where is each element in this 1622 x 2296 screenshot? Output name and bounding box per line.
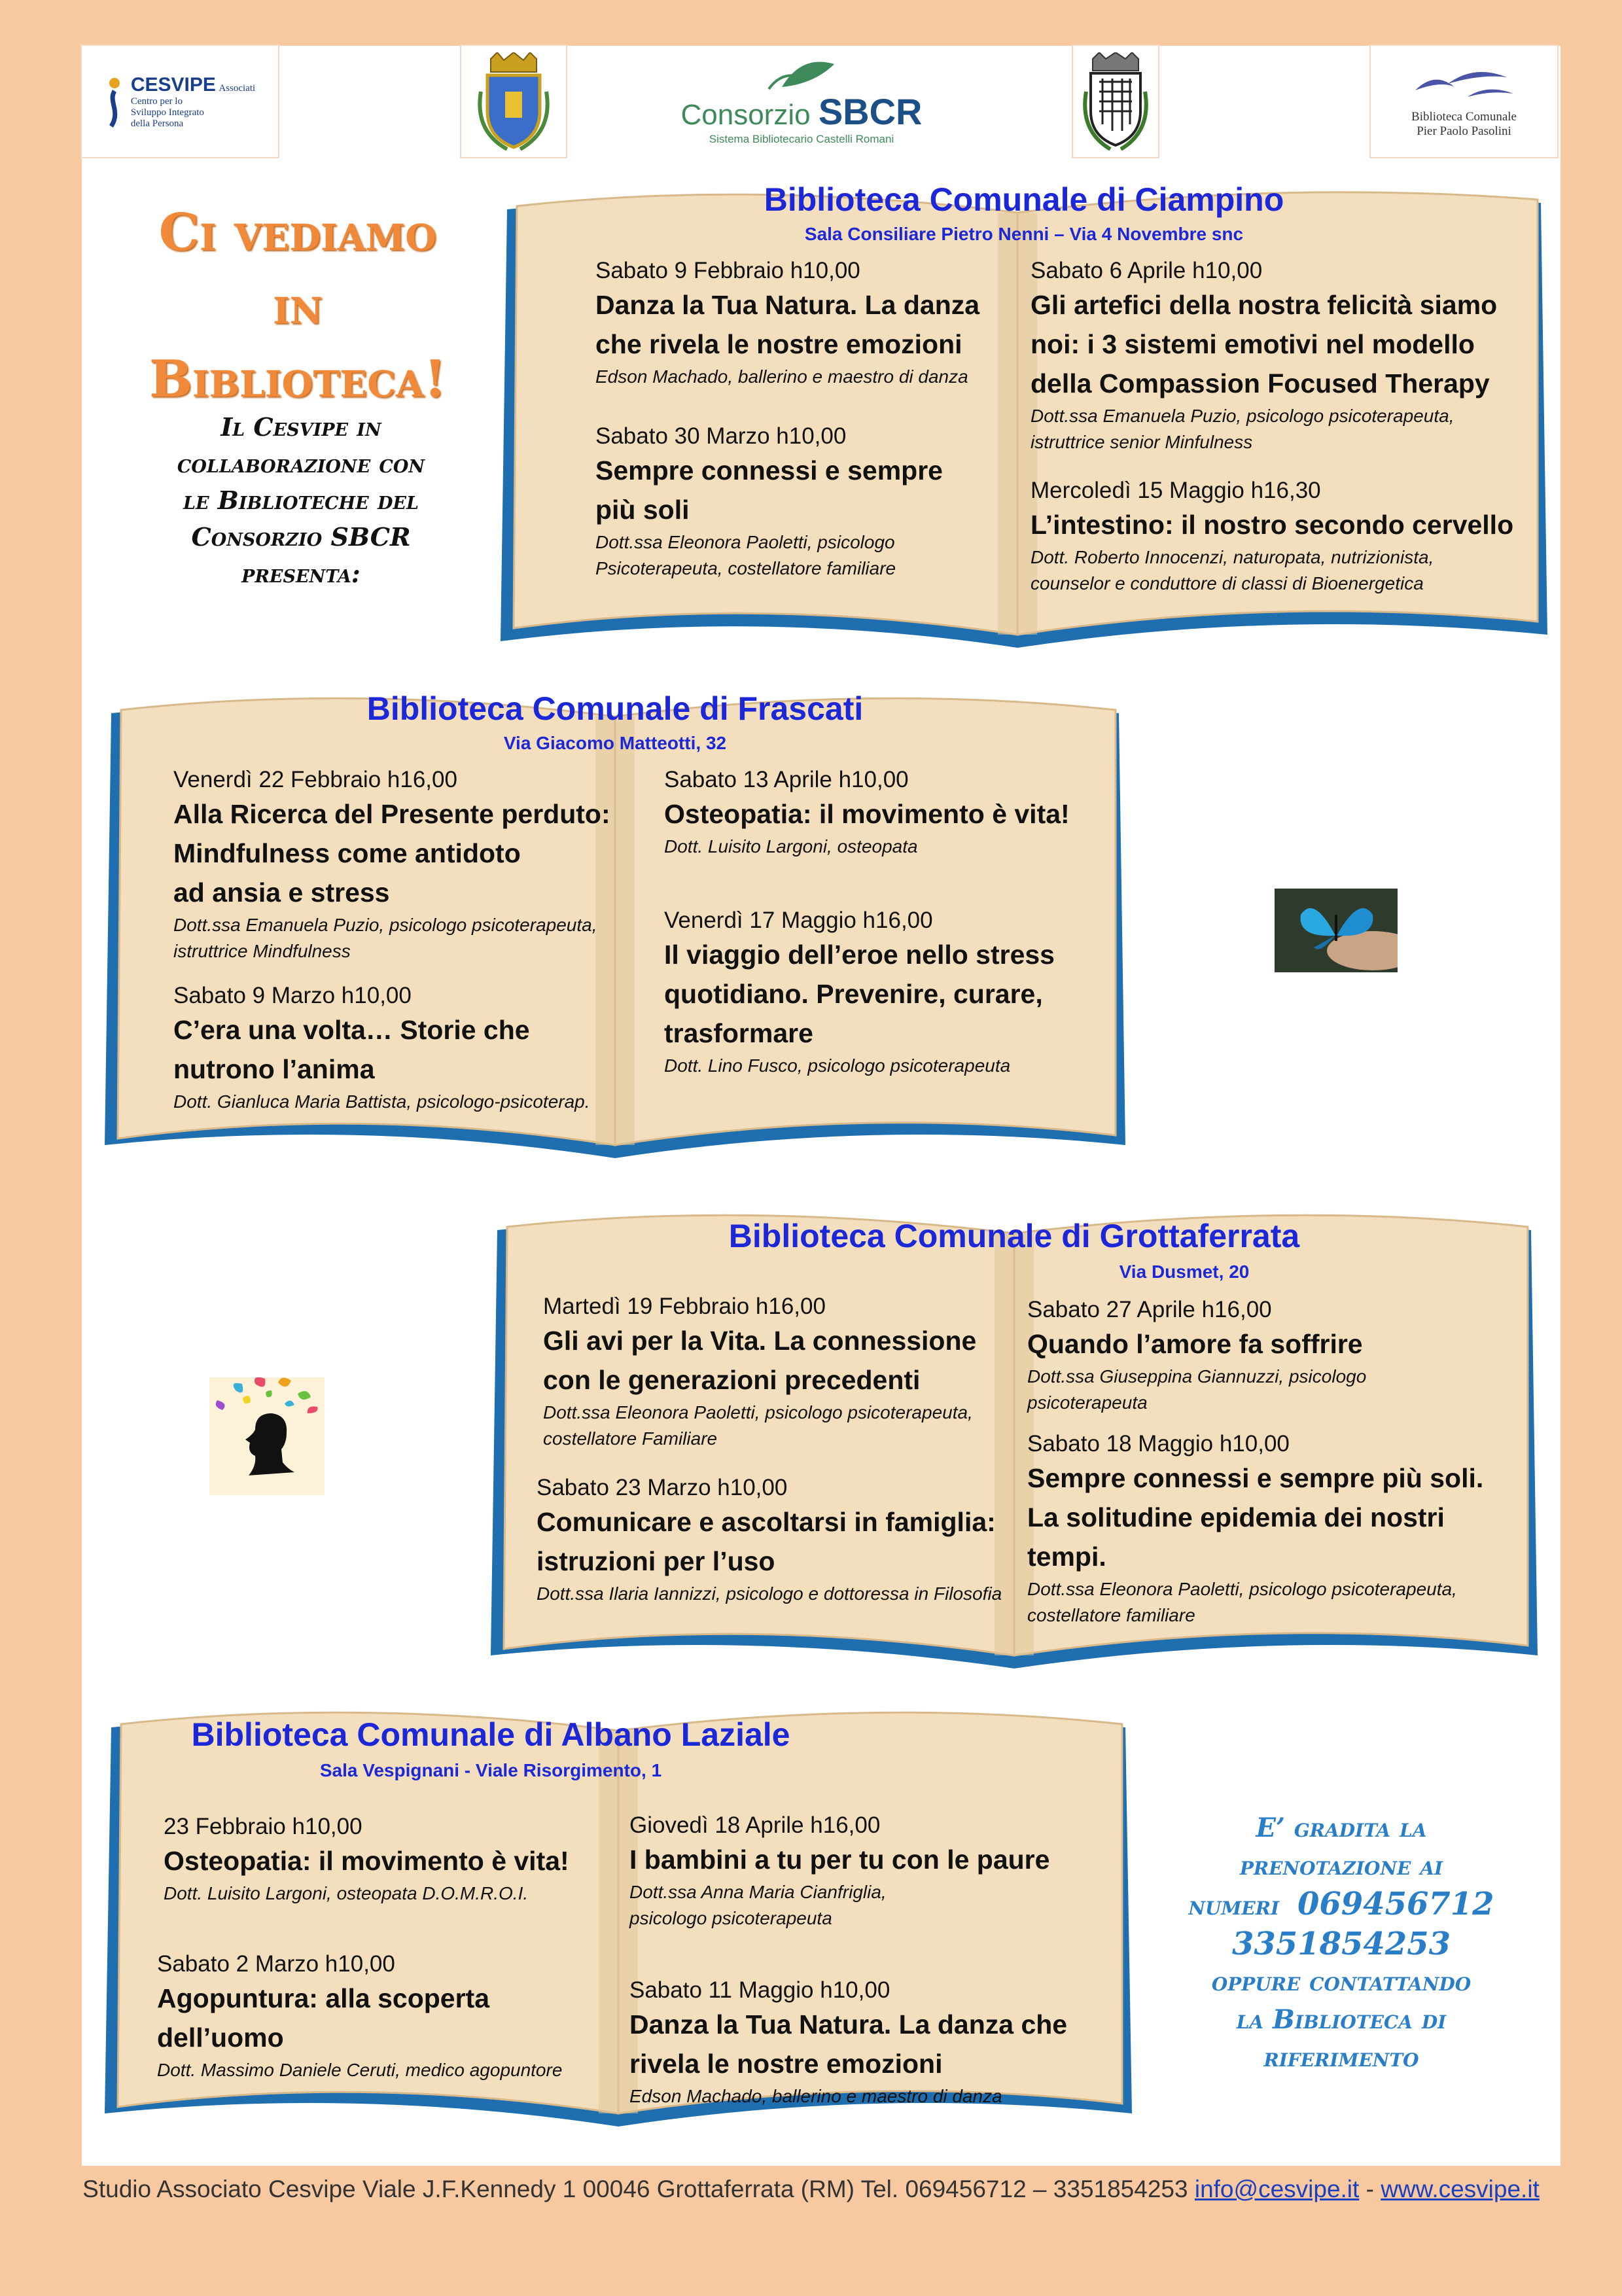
event-date: Venerdì 22 Febbraio h16,00 bbox=[173, 767, 457, 792]
grottaferrata-crest-logo bbox=[1073, 46, 1158, 157]
event-title-line: ad ansia e stress bbox=[173, 877, 390, 908]
butterfly-image bbox=[1275, 889, 1398, 972]
event-title-line: Mindfulness come antidoto bbox=[173, 838, 521, 868]
event-date: Martedì 19 Febbraio h16,00 bbox=[543, 1294, 826, 1319]
event-speaker: Dott.ssa Giuseppina Giannuzzi, psicologo bbox=[1027, 1366, 1367, 1386]
event-title-line: quotidiano. Prevenire, curare, bbox=[664, 979, 1043, 1009]
event-title-line: tempi. bbox=[1027, 1542, 1106, 1572]
event-card bbox=[664, 906, 1122, 1079]
event-title-line: Comunicare e ascoltarsi in famiglia: bbox=[537, 1507, 996, 1537]
event-speaker: costellatore familiare bbox=[1027, 1605, 1195, 1625]
intro-line5: presenta: bbox=[241, 559, 361, 588]
library-address: Via Giacomo Matteotti, 32 bbox=[503, 733, 727, 753]
library-address: Sala Vespignani - Viale Risorgimento, 1 bbox=[319, 1760, 662, 1780]
event-title-line: La solitudine epidemia dei nostri bbox=[1027, 1502, 1445, 1532]
sbcr-brand: SBCR bbox=[818, 90, 923, 132]
event-speaker: Dott.ssa Emanuela Puzio, psicologo psicoterapeuta, bbox=[1031, 406, 1455, 426]
ciampino-crest-logo bbox=[461, 46, 566, 157]
library-title: Biblioteca Comunale di Frascati bbox=[366, 690, 864, 727]
library-book-frascati bbox=[98, 687, 1132, 1165]
cesvipe-tag: Associati bbox=[219, 82, 256, 94]
event-speaker: Dott.ssa Eleonora Paoletti, psicologo psicoterapeuta, bbox=[1027, 1579, 1457, 1599]
event-speaker: Dott. Lino Fusco, psicologo psicoterapeuta bbox=[664, 1055, 1011, 1076]
event-speaker: Dott. Roberto Innocenzi, naturopata, nutrizionista, bbox=[1031, 547, 1434, 567]
event-title-line: noi: i 3 sistemi emotivi nel modello bbox=[1031, 329, 1475, 359]
event-speaker: Edson Machado, ballerino e maestro di danza bbox=[595, 366, 968, 387]
crest-icon bbox=[1083, 52, 1148, 150]
sbcr-consorzio: Consorzio bbox=[680, 98, 811, 131]
event-title-line: rivela le nostre emozioni bbox=[629, 2049, 943, 2079]
event-card bbox=[543, 1292, 1021, 1452]
intro-line3: le Biblioteche del bbox=[183, 486, 419, 515]
event-speaker: Dott.ssa Anna Maria Cianfriglia, bbox=[629, 1882, 887, 1902]
event-speaker: Dott.ssa Ilaria Iannizzi, psicologo e dottoressa in Filosofia bbox=[537, 1583, 1002, 1604]
intro-text bbox=[137, 409, 465, 592]
footer-website-link[interactable]: www.cesvipe.it bbox=[1381, 2176, 1540, 2202]
leaf-icon bbox=[762, 58, 841, 90]
cesvipe-sub3: della Persona bbox=[130, 118, 184, 129]
head-flowers-image bbox=[209, 1377, 325, 1495]
biblioteca-logo-line1: Biblioteca Comunale bbox=[1411, 110, 1517, 124]
event-card bbox=[173, 766, 644, 964]
event-speaker: psicoterapeuta bbox=[1027, 1392, 1148, 1413]
event-speaker: istruttrice senior Minfulness bbox=[1031, 432, 1253, 452]
butterfly-icon bbox=[1275, 889, 1398, 972]
event-date: Sabato 30 Marzo h10,00 bbox=[595, 423, 847, 449]
booking-phone-2: 3351854253 bbox=[1232, 1926, 1451, 1962]
booking-line6: riferimento bbox=[1263, 2042, 1419, 2073]
event-title-line: nutrono l’anima bbox=[173, 1054, 375, 1084]
library-title: Biblioteca Comunale di Ciampino bbox=[764, 181, 1284, 218]
event-card bbox=[1031, 476, 1547, 597]
event-date: 23 Febbraio h10,00 bbox=[164, 1814, 362, 1839]
event-title-line: trasformare bbox=[664, 1018, 813, 1048]
event-date: Sabato 9 Febbraio h10,00 bbox=[595, 258, 860, 283]
event-title-line: della Compassion Focused Therapy bbox=[1031, 368, 1490, 398]
event-title-line: L’intestino: il nostro secondo cervello bbox=[1031, 510, 1514, 540]
event-title-line: Danza la Tua Natura. La danza che bbox=[629, 2009, 1068, 2040]
event-card bbox=[664, 766, 1122, 860]
event-date: Giovedì 18 Aprile h16,00 bbox=[629, 1812, 881, 1838]
event-title-line: Osteopatia: il movimento è vita! bbox=[164, 1846, 569, 1876]
cesvipe-name: CESVIPE bbox=[130, 73, 216, 96]
library-book-grottaferrata bbox=[484, 1204, 1544, 1675]
event-speaker: Edson Machado, ballerino e maestro di danza bbox=[629, 2086, 1002, 2106]
footer bbox=[0, 2176, 1622, 2203]
event-speaker: costellatore Familiare bbox=[543, 1428, 718, 1449]
event-title-line: più soli bbox=[595, 495, 690, 525]
event-card bbox=[595, 256, 1027, 390]
event-speaker: Dott. Luisito Largoni, osteopata D.O.M.R.O.I. bbox=[164, 1883, 529, 1903]
library-book-albano bbox=[98, 1701, 1138, 2133]
booking-line1: E’ gradita la bbox=[1256, 1812, 1427, 1843]
event-title-line: I bambini a tu per tu con le paure bbox=[629, 1845, 1050, 1875]
event-speaker: Dott.ssa Eleonora Paoletti, psicologo psicoterapeuta, bbox=[543, 1402, 973, 1422]
event-title-line: Danza la Tua Natura. La danza bbox=[595, 290, 980, 320]
event-title-line: istruzioni per l’uso bbox=[537, 1546, 775, 1576]
sbcr-subtitle: Sistema Bibliotecario Castelli Romani bbox=[709, 132, 894, 145]
event-date: Sabato 27 Aprile h16,00 bbox=[1027, 1297, 1272, 1322]
booking-info bbox=[1178, 1809, 1505, 2077]
event-title-line: Gli artefici della nostra felicità siamo bbox=[1031, 290, 1498, 320]
event-card bbox=[1031, 256, 1547, 455]
crest-icon bbox=[478, 52, 550, 150]
event-title-line: Gli avi per la Vita. La connessione bbox=[543, 1326, 977, 1356]
birds-icon bbox=[1409, 64, 1520, 110]
headline-line2: in bbox=[272, 276, 323, 336]
event-speaker: Dott.ssa Eleonora Paoletti, psicologo bbox=[595, 532, 895, 552]
biblioteca-logo-line2: Pier Paolo Pasolini bbox=[1417, 124, 1511, 138]
cesvipe-figure-icon bbox=[105, 75, 124, 128]
event-title-line: Il viaggio dell’eroe nello stress bbox=[664, 940, 1055, 970]
head-silhouette-icon bbox=[209, 1377, 325, 1495]
library-address: Sala Consiliare Pietro Nenni – Via 4 Novembre snc bbox=[804, 224, 1244, 244]
event-speaker: istruttrice Mindfulness bbox=[173, 941, 351, 961]
event-date: Sabato 11 Maggio h10,00 bbox=[629, 1977, 890, 2003]
booking-line3: numeri bbox=[1188, 1890, 1280, 1921]
event-card bbox=[1027, 1296, 1525, 1416]
footer-email-link[interactable]: info@cesvipe.it bbox=[1194, 2176, 1360, 2202]
headline-line3: Biblioteca! bbox=[149, 349, 446, 409]
cesvipe-sub1: Centro per lo bbox=[130, 96, 183, 107]
event-speaker: counselor e conduttore di classi di Bioenergetica bbox=[1031, 573, 1424, 593]
event-card bbox=[537, 1474, 1021, 1607]
event-card bbox=[629, 1811, 1120, 1932]
intro-line2: collaborazione con bbox=[177, 449, 425, 478]
event-date: Venerdì 17 Maggio h16,00 bbox=[664, 908, 933, 933]
event-title-line: Sempre connessi e sempre più soli. bbox=[1027, 1463, 1484, 1493]
booking-line2: prenotazione ai bbox=[1239, 1850, 1443, 1881]
event-card bbox=[629, 1976, 1120, 2110]
headline bbox=[121, 196, 474, 416]
headline-line1: Ci vediamo bbox=[158, 203, 437, 262]
event-speaker: Dott. Luisito Largoni, osteopata bbox=[664, 836, 918, 857]
event-title-line: Quando l’amore fa soffrire bbox=[1027, 1329, 1363, 1359]
event-title-line: Osteopatia: il movimento è vita! bbox=[664, 799, 1070, 829]
event-speaker: Dott. Gianluca Maria Battista, psicologo-psicoterap. bbox=[173, 1091, 590, 1112]
booking-phone-1: 069456712 bbox=[1297, 1886, 1494, 1922]
consorzio-sbcr-logo bbox=[671, 46, 932, 157]
event-card bbox=[164, 1812, 635, 1907]
footer-address: Studio Associato Cesvipe Viale J.F.Kennedy 1 00046 Grottaferrata (RM) Tel. 069456712 – 3351854253 bbox=[82, 2176, 1188, 2202]
event-date: Sabato 6 Aprile h10,00 bbox=[1031, 258, 1263, 283]
intro-line4: Consorzio SBCR bbox=[191, 522, 411, 552]
event-title-line: Sempre connessi e sempre bbox=[595, 455, 943, 486]
event-card bbox=[173, 981, 644, 1115]
event-card bbox=[1027, 1430, 1531, 1629]
event-card bbox=[595, 422, 1027, 582]
cesvipe-sub2: Sviluppo Integrato bbox=[130, 107, 204, 118]
library-title: Biblioteca Comunale di Albano Laziale bbox=[191, 1716, 790, 1753]
library-title: Biblioteca Comunale di Grottaferrata bbox=[728, 1218, 1300, 1254]
event-title-line: che rivela le nostre emozioni bbox=[595, 329, 962, 359]
library-book-ciampino bbox=[494, 177, 1554, 654]
event-date: Sabato 18 Maggio h10,00 bbox=[1027, 1431, 1290, 1457]
event-date: Sabato 2 Marzo h10,00 bbox=[157, 1951, 395, 1977]
event-title-line: Agopuntura: alla scoperta bbox=[157, 1983, 490, 2013]
footer-separator: - bbox=[1359, 2176, 1381, 2202]
event-date: Sabato 9 Marzo h10,00 bbox=[173, 983, 412, 1008]
event-title-line: C’era una volta… Storie che bbox=[173, 1015, 530, 1045]
biblioteca-pasolini-logo bbox=[1371, 46, 1557, 157]
event-speaker: Psicoterapeuta, costellatore familiare bbox=[595, 558, 896, 578]
event-speaker: psicologo psicoterapeuta bbox=[629, 1908, 832, 1928]
event-date: Sabato 23 Marzo h10,00 bbox=[537, 1475, 788, 1500]
intro-line1: Il Cesvipe in bbox=[220, 412, 381, 442]
event-title-line: con le generazioni precedenti bbox=[543, 1365, 921, 1395]
booking-line5: la Biblioteca di bbox=[1236, 2004, 1447, 2035]
cesvipe-logo bbox=[82, 46, 278, 157]
library-address: Via Dusmet, 20 bbox=[1119, 1262, 1250, 1282]
booking-line4: oppure contattando bbox=[1211, 1966, 1472, 1997]
event-speaker: Dott. Massimo Daniele Ceruti, medico agopuntore bbox=[157, 2060, 563, 2080]
event-speaker: Dott.ssa Emanuela Puzio, psicologo psicoterapeuta, bbox=[173, 915, 597, 935]
event-title-line: dell’uomo bbox=[157, 2022, 284, 2053]
event-title-line: Alla Ricerca del Presente perduto: bbox=[173, 799, 610, 829]
event-card bbox=[157, 1950, 635, 2083]
event-date: Sabato 13 Aprile h10,00 bbox=[664, 767, 909, 792]
event-date: Mercoledì 15 Maggio h16,30 bbox=[1031, 478, 1321, 503]
